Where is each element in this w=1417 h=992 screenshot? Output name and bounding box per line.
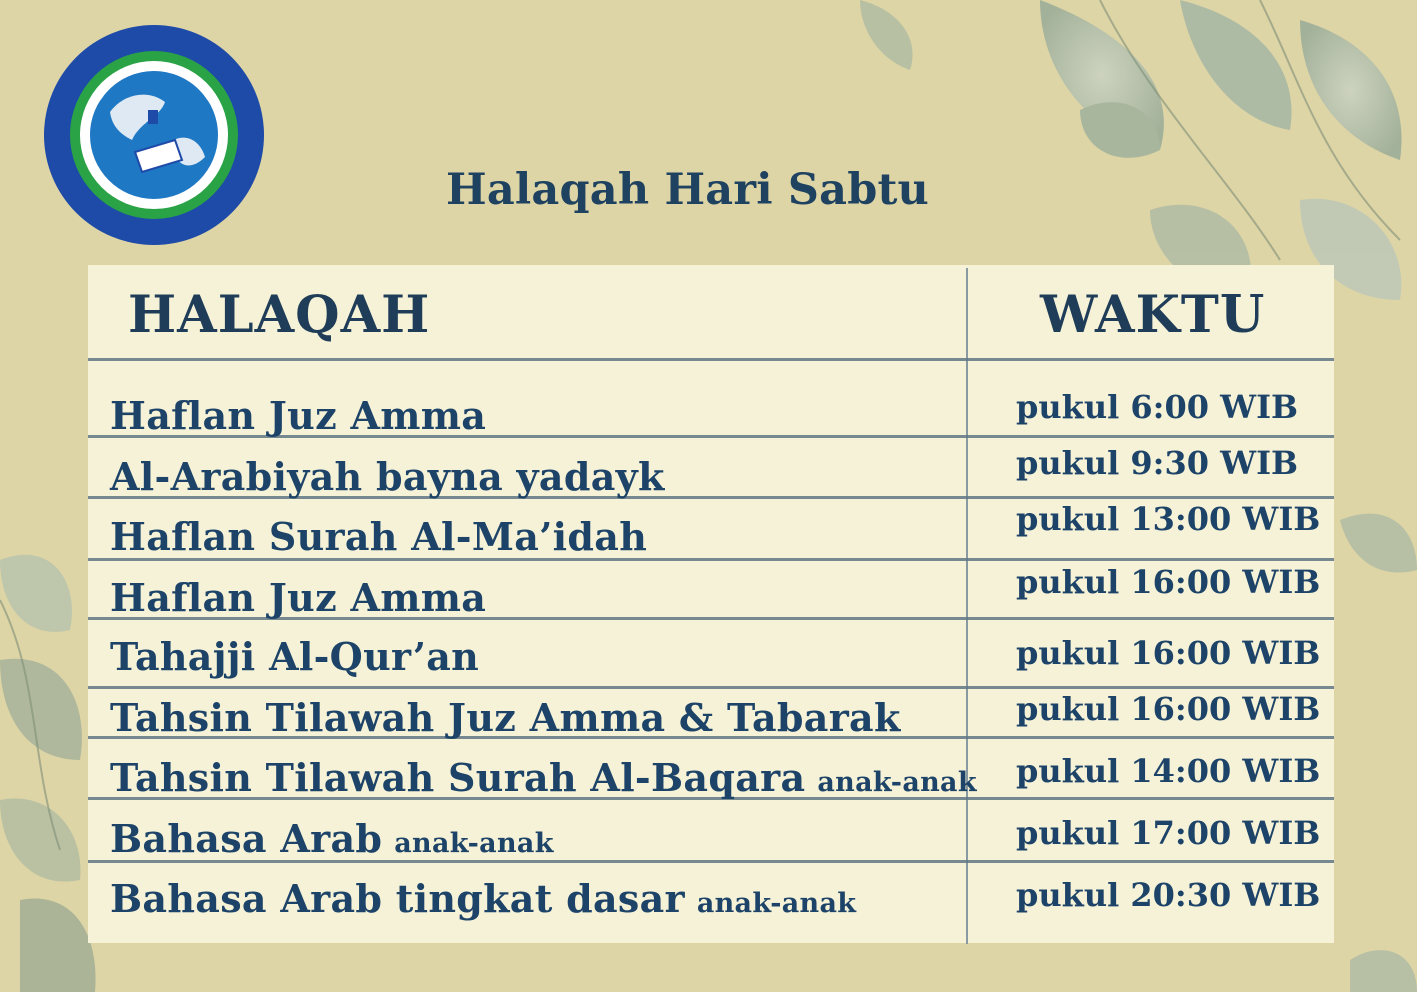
page-title: Halaqah Hari Sabtu: [446, 165, 930, 215]
halaqah-time: pukul 14:00 WIB: [1016, 752, 1321, 790]
halaqah-time: pukul 16:00 WIB: [1016, 563, 1321, 601]
halaqah-name: [110, 816, 554, 861]
halaqah-name: [110, 634, 479, 679]
halaqah-name-text: Bahasa Arab tingkat dasar: [110, 876, 685, 921]
halaqah-time: pukul 16:00 WIB: [1016, 690, 1321, 728]
organization-logo: [40, 22, 268, 248]
halaqah-name: [110, 575, 486, 620]
halaqah-name-text: Tahajji Al-Qur’an: [110, 634, 480, 679]
halaqah-name-text: Haflan Juz Amma: [110, 575, 487, 620]
row-separator: [88, 686, 1334, 689]
audience-note: anak-anak: [696, 888, 857, 919]
halaqah-time: pukul 13:00 WIB: [1016, 500, 1321, 538]
halaqah-name: [110, 514, 647, 559]
halaqah-name: [110, 755, 977, 800]
halaqah-name: [110, 393, 486, 438]
audience-note: anak-anak: [817, 767, 977, 798]
halaqah-name-text: Tahsin Tilawah Surah Al-Baqara: [110, 755, 806, 800]
audience-note: anak-anak: [394, 828, 554, 859]
halaqah-name: [110, 695, 901, 740]
halaqah-name-text: Al-Arabiyah bayna yadayk: [110, 454, 665, 499]
halaqah-time: pukul 9:30 WIB: [1016, 444, 1299, 482]
halaqah-name: [110, 454, 665, 499]
halaqah-time: pukul 20:30 WIB: [1016, 876, 1321, 914]
halaqah-name-text: Bahasa Arab: [110, 816, 383, 861]
halaqah-name-text: Haflan Juz Amma: [110, 393, 487, 438]
column-divider: [966, 268, 968, 944]
header-halaqah: HALAQAH: [128, 285, 431, 345]
halaqah-time: pukul 16:00 WIB: [1016, 634, 1321, 672]
header-waktu: WAKTU: [1040, 285, 1266, 345]
halaqah-name-text: Haflan Surah Al-Ma’idah: [110, 514, 648, 559]
halaqah-name-text: Tahsin Tilawah Juz Amma & Tabarak: [110, 695, 901, 740]
halaqah-time: pukul 17:00 WIB: [1016, 814, 1321, 852]
halaqah-name: [110, 876, 856, 921]
halaqah-time: pukul 6:00 WIB: [1016, 388, 1299, 426]
header-separator: [88, 358, 1334, 361]
